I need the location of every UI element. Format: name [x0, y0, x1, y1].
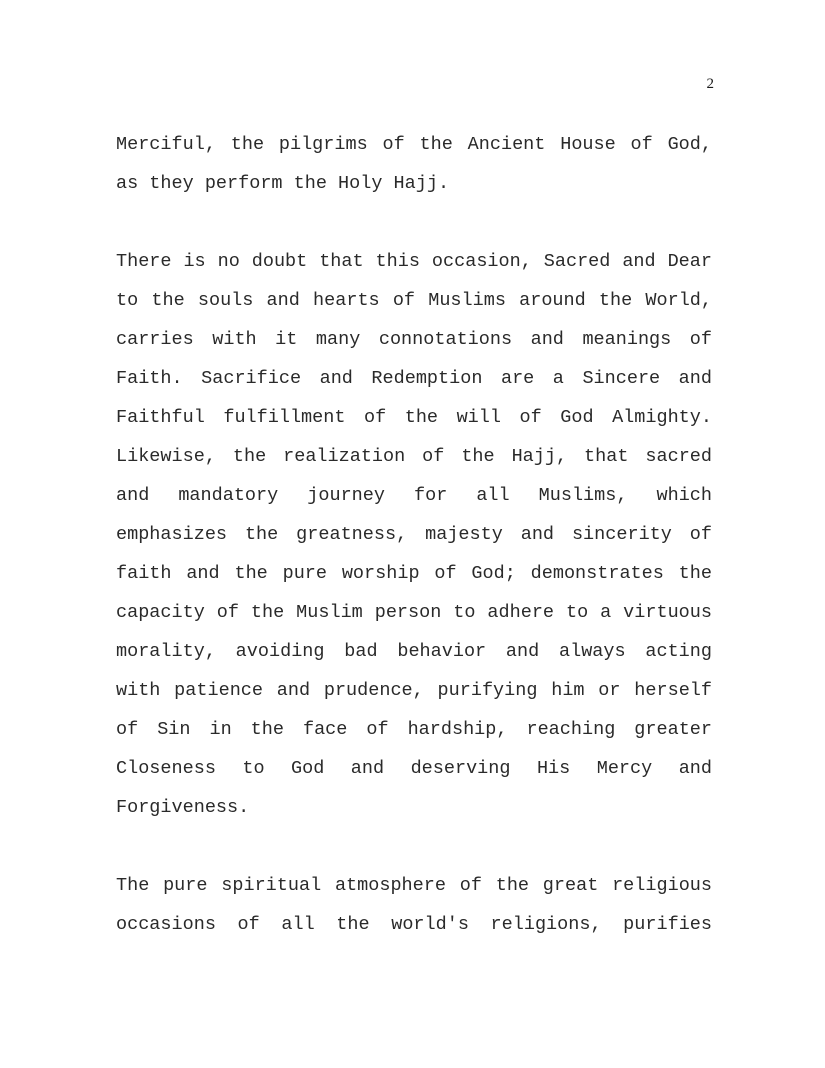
- paragraph-2-line-3: carries with it many connotations and meanings of: [116, 329, 712, 350]
- paragraph-2-line-15: Forgiveness.: [116, 797, 250, 818]
- paragraph-2-line-11: morality, avoiding bad behavior and always acting: [116, 641, 712, 662]
- paragraph-2-line-13: of Sin in the face of hardship, reaching greater: [116, 719, 712, 740]
- paragraph-2-line-9: faith and the pure worship of God; demonstrates the: [116, 563, 712, 584]
- paragraph-2-line-14: Closeness to God and deserving His Mercy and: [116, 758, 712, 779]
- paragraph-2-line-2: to the souls and hearts of Muslims around the World,: [116, 290, 712, 311]
- paragraph-2-line-4: Faith. Sacrifice and Redemption are a Sincere and: [116, 368, 712, 389]
- page-number: 2: [706, 76, 714, 92]
- paragraph-3-line-1: The pure spiritual atmosphere of the great religious: [116, 875, 712, 896]
- paragraph-2-line-10: capacity of the Muslim person to adhere to a virtuous: [116, 602, 712, 623]
- paragraph-2-line-1: There is no doubt that this occasion, Sacred and Dear: [116, 251, 712, 272]
- paragraph-1-line-1: Merciful, the pilgrims of the Ancient House of God,: [116, 134, 712, 155]
- paragraph-2-line-12: with patience and prudence, purifying him or herself: [116, 680, 712, 701]
- paragraph-2-line-7: and mandatory journey for all Muslims, which: [116, 485, 712, 506]
- paragraph-3-line-2: occasions of all the world's religions, purifies: [116, 914, 712, 935]
- paragraph-2-line-8: emphasizes the greatness, majesty and sincerity of: [116, 524, 712, 545]
- paragraph-2-line-5: Faithful fulfillment of the will of God Almighty.: [116, 407, 712, 428]
- paragraph-2-line-6: Likewise, the realization of the Hajj, that sacred: [116, 446, 712, 467]
- paragraph-1-line-2: as they perform the Holy Hajj.: [116, 173, 450, 194]
